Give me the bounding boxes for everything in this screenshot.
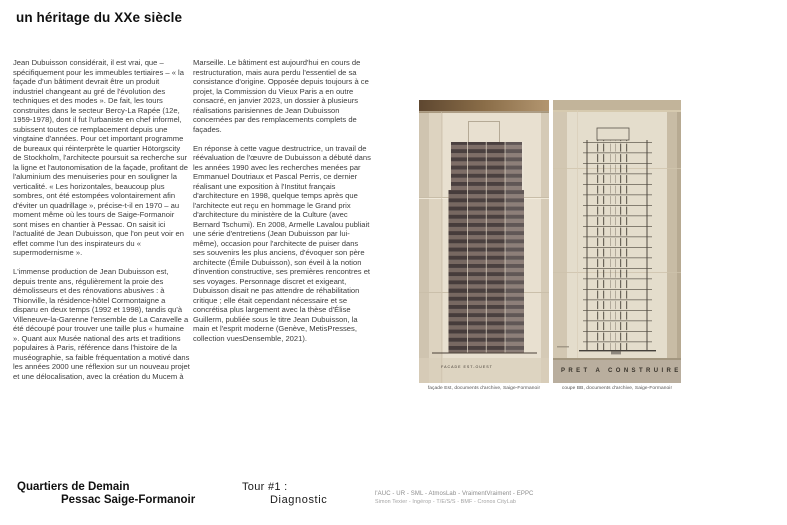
coupe-drawing-label: PRET A CONSTRUIRE xyxy=(561,368,681,374)
footer-program-title: Quartiers de Demain xyxy=(17,481,130,493)
figure-caption-coupe: coupe BB, documents d'archive, Saige-Formanoir xyxy=(561,386,673,391)
figure-coupe-bb xyxy=(553,100,681,392)
figure-caption-facade: façade Est, documents d'archive, Saige-Formanoir xyxy=(427,386,541,391)
footer-tour-label: Tour #1 : xyxy=(242,481,288,493)
article-column-2 xyxy=(193,58,372,353)
facade-drawing-label: FACADE EST-OUEST xyxy=(441,365,493,369)
paragraph-col2-2: En réponse à cette vague destructrice, un travail de réévaluation de l'œuvre de Dubuisson a débuté dans les années 1990 avec les recherches menées par Emmanuel Doutriaux et Pascal Perris, ce dernier réalisant une exposition à l'Institut français d'architecture en 1998, quelque temps après que l'architecte eut reçu en hommage le Grand prix d'architecture du ministère de la Culture (avec Bernard Tschumi). En 2008, Armelle Lavalou publiait une série d'entretiens (Jean Dubuisson par lui-même), occasion pour l'architecte de puiser dans ses souvenirs les plus anciens, d'évoquer son père architecte (Émile Dubuisson), son éveil à la notion d'invention constructive, ses premières rencontres et ses voyages. Personnage discret et exigeant, Dubuisson disait ne pas attendre de réhabilitation critique ; elle était cependant nécessaire et se concrétisa plus largement avec la thèse d'Élise Guillerm, publiée sous le titre Jean Dubuisson, la main et l'esprit moderne (Genève, MetisPresses, collection vuesDensemble, 2021). xyxy=(193,143,371,343)
coupe-drawing-image xyxy=(553,100,681,383)
footer-credits-line2: Simon Texier - Ingérop - T/E/S/S - BMF - Cronos CityLab xyxy=(375,499,517,505)
footer-site-name: Pessac Saige-Formanoir xyxy=(61,494,196,506)
coupe-archive-photo xyxy=(553,100,681,383)
article-column-1 xyxy=(13,58,190,391)
footer-credits-line1: l'AUC - UR - SML - AtmosLab - VraimentVraiment - EPPC xyxy=(375,491,534,497)
paragraph-col1-1: Jean Dubuisson considérait, il est vrai, que – spécifiquement pour les immeubles tertiaires – « la façade d'un bâtiment devrait être un produit industriel changeant au gré de l'évolution des techniques et des modes ». De fait, les tours construites dans le secteur Bercy-La Rapée (12e, 1959-1978), dont il fut l'urbaniste en chef informel, subissent toutes ce remplacement depuis une vingtaine d'années. Pour cet important programme de bureaux qui réinterprète le quartier Hötorgscity de Stockholm, l'architecte poursuit sa recherche sur la ligne et l'autonomisation de la façade, profitant de l'aluminium des menuiseries pour en souligner la verticalité. « Les horizontales, beaucoup plus sombres, ont été estompées volontairement afin d'éviter un quadrillage », précise-t-il en 1970 – au moment même où les tours de Saige-Formanoir sont mises en chantier à Pessac. On saisit ici l'actualité de Jean Dubuisson, que l'on peut voir en effet comme l'un des inspirateurs du « supermodernisme ». xyxy=(13,58,188,257)
paragraph-col2-1: Marseille. Le bâtiment est aujourd'hui en cours de restructuration, mais aura perdu l'essentiel de sa consistance d'origine. Opposée depuis toujours à ce projet, la Commission du Vieux Paris a en outre consacré, en janvier 2023, un dossier à plusieurs réalisations parisiennes de Jean Dubuisson concernées par des remplacements complets de façades. xyxy=(193,58,369,134)
figure-facade-est xyxy=(419,100,549,392)
paragraph-col1-2: L'immense production de Jean Dubuisson est, depuis trente ans, régulièrement la proie des démolisseurs et des rénovations abusives : à Thionville, la résidence-hôtel Cormontaigne a disparu en deux temps (1992 et 1998), tandis qu'à Villeneuve-la-Garenne l'ensemble de La Caravelle a été découpé pour trouver une taille plus « humaine ». Quant aux Musée national des arts et traditions populaires à Paris, référence dans l'histoire de la muséographie, sa faible fréquentation a motivé dans les années 2000 une réflexion sur un nouveau projet et une délocalisation, avec la création du Mucem à xyxy=(13,267,190,381)
facade-archive-photo xyxy=(419,100,549,383)
page-title: un héritage du XXe siècle xyxy=(16,10,183,25)
footer-phase-label: Diagnostic xyxy=(270,494,328,506)
facade-drawing-image xyxy=(419,100,549,383)
